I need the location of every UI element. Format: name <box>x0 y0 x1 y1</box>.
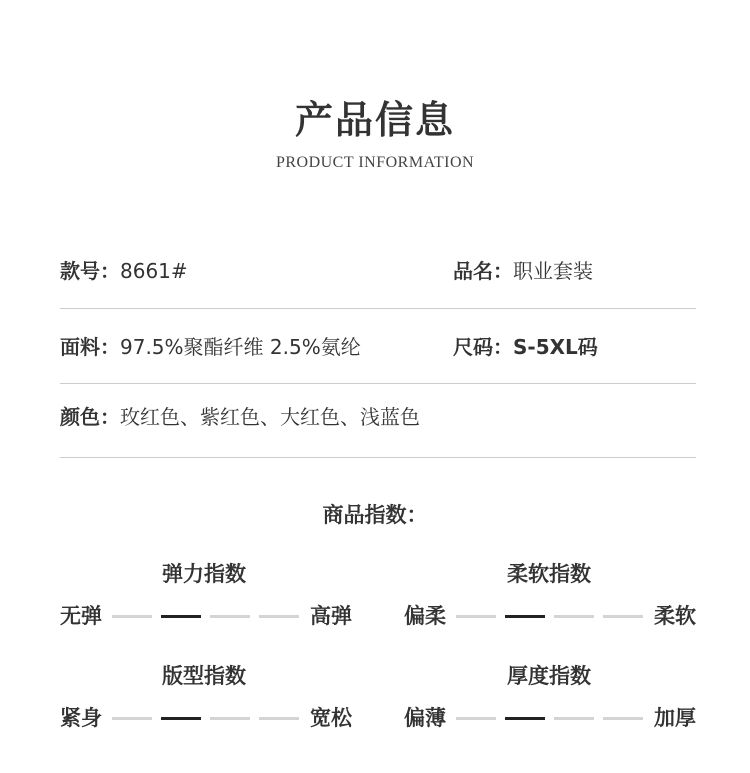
softness-min-label: 偏柔 <box>404 604 446 628</box>
scale-marker-active <box>505 615 545 618</box>
fabric-value: 97.5%聚酯纤维 2.5%氨纶 <box>120 335 361 359</box>
scale-marker-active <box>161 615 201 618</box>
fabric-label: 面料： <box>60 335 120 359</box>
scale-marker-active <box>505 717 545 720</box>
model-label: 款号： <box>60 259 120 283</box>
size-cell <box>453 327 598 367</box>
divider <box>60 457 696 458</box>
thickness-max-label: 加厚 <box>654 706 696 730</box>
scale-segment <box>603 717 643 720</box>
scale-segment <box>259 615 299 618</box>
scale-segment <box>603 615 643 618</box>
thickness-scale <box>404 703 696 733</box>
color-label: 颜色： <box>60 405 120 429</box>
divider <box>60 383 696 384</box>
scale-segment <box>456 615 496 618</box>
fit-scale <box>60 703 352 733</box>
divider <box>60 308 696 309</box>
scale-segment <box>554 717 594 720</box>
elasticity-title: 弹力指数 <box>162 562 246 586</box>
fabric-cell <box>60 327 361 367</box>
fit-title: 版型指数 <box>162 664 246 688</box>
thickness-title: 厚度指数 <box>507 664 591 688</box>
scale-segment <box>259 717 299 720</box>
elasticity-min-label: 无弹 <box>60 604 102 628</box>
thickness-min-label: 偏薄 <box>404 706 446 730</box>
color-cell <box>60 397 420 437</box>
fit-max-label: 宽松 <box>310 706 352 730</box>
scale-segment <box>112 615 152 618</box>
color-value: 玫红色、紫红色、大红色、浅蓝色 <box>120 405 420 429</box>
info-row-model <box>60 251 696 291</box>
model-cell <box>60 251 188 291</box>
model-value: 8661# <box>120 259 188 283</box>
fit-min-label: 紧身 <box>60 706 102 730</box>
softness-title: 柔软指数 <box>507 562 591 586</box>
softness-max-label: 柔软 <box>654 604 696 628</box>
info-row-color <box>60 397 696 437</box>
size-value: S-5XL码 <box>513 335 598 359</box>
scale-segment <box>210 717 250 720</box>
scale-segment <box>456 717 496 720</box>
page-subtitle: PRODUCT INFORMATION <box>275 154 475 171</box>
scale-segment <box>112 717 152 720</box>
index-heading: 商品指数： <box>322 503 428 527</box>
name-label: 品名： <box>453 259 513 283</box>
softness-scale <box>404 601 696 631</box>
page-title: 产品信息 <box>294 98 455 142</box>
name-cell <box>453 251 593 291</box>
scale-marker-active <box>161 717 201 720</box>
scale-segment <box>210 615 250 618</box>
elasticity-max-label: 高弹 <box>310 604 352 628</box>
info-row-fabric <box>60 327 696 367</box>
elasticity-scale <box>60 601 352 631</box>
size-label: 尺码： <box>453 335 513 359</box>
scale-segment <box>554 615 594 618</box>
name-value: 职业套装 <box>513 259 593 283</box>
